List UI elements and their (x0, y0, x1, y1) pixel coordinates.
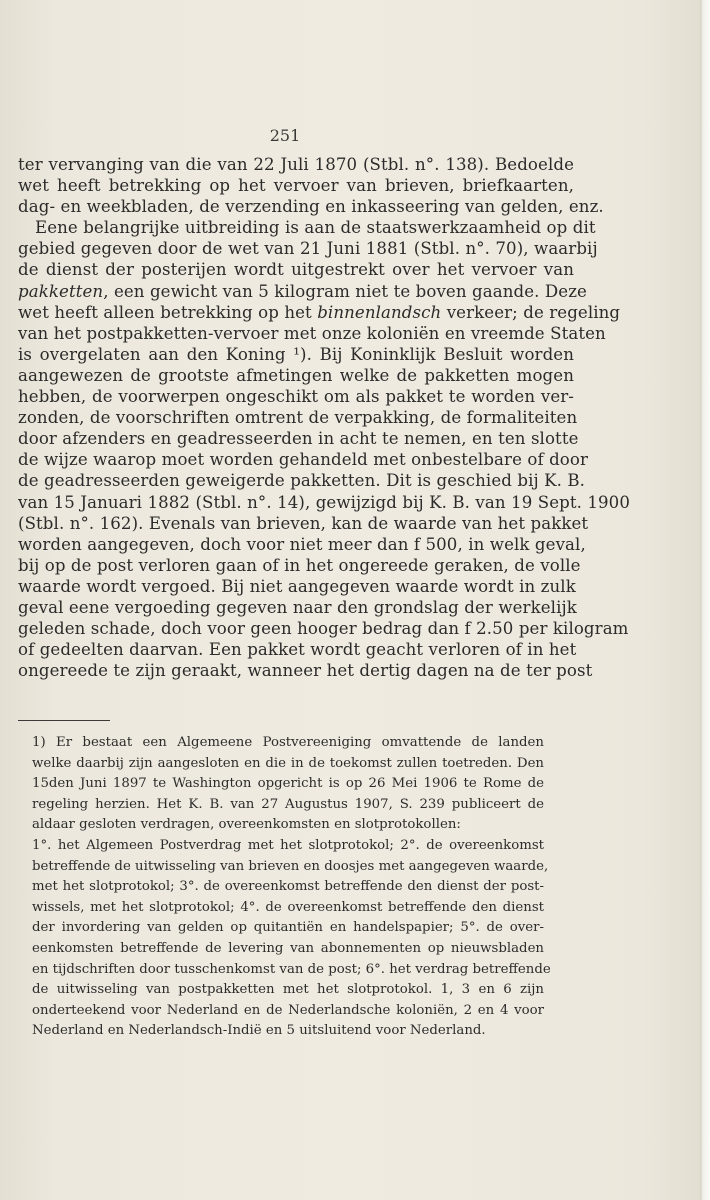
body-line (18, 281, 587, 302)
footnote-line: en tijdschriften door tusschenkomst van de post; 6°. het verdrag betreffende (32, 961, 551, 977)
body-line: zonden, de voorschriften omtrent de verpakking, de formaliteiten (18, 408, 578, 428)
footnote-separator (18, 720, 110, 721)
body-line: aangewezen de grootste afmetingen welke de pakketten mogen (18, 365, 574, 385)
footnote-line: betreffende de uitwisseling van brieven en doosjes met aangegeven waarde, (32, 858, 549, 874)
footnote-line: 1) Er bestaat een Algemeene Postvereeniging omvattende de landen (32, 735, 544, 750)
footnote-line: onderteekend voor Nederland en de Nederlandsche koloniën, 2 en 4 voor (32, 1002, 544, 1018)
footnote-line: welke daarbij zijn aangesloten en die in de toekomst zullen toetreden. Den (32, 755, 544, 771)
footnote-line: 15den Juni 1897 te Washington opgericht is op 26 Mei 1906 te Rome de (32, 776, 544, 792)
footnote-line: wissels, met het slotprotokol; 4°. de overeenkomst betreffende den dienst (32, 899, 544, 915)
footnote-line: aldaar gesloten verdragen, overeenkomsten en slotprotokollen: (32, 817, 461, 833)
body-line: is overgelaten aan den Koning ¹). Bij Koninklijk Besluit worden (18, 344, 574, 364)
body-line: van 15 Januari 1882 (Stbl. n°. 14), gewijzigd bij K. B. van 19 Sept. 1900 (18, 492, 630, 512)
footnote-line: met het slotprotokol; 3°. de overeenkomst betreffende den dienst der post- (32, 879, 544, 895)
body-line: gebied gegeven door de wet van 21 Juni 1881 (Stbl. n°. 70), waarbij (18, 239, 598, 259)
footnote-line: der invordering van gelden op quitantiën en handelspapier; 5°. de over- (32, 920, 544, 936)
body-line: bij op de post verloren gaan of in het ongereede geraken, de volle (18, 555, 581, 575)
body-line: door afzenders en geadresseerden in acht te nemen, en ten slotte (18, 429, 579, 449)
body-line-rest: , een gewicht van 5 kilogram niet te boven gaande. Deze (103, 281, 587, 301)
body-line: geleden schade, doch voor geen hooger bedrag dan f 2.50 per kilogram (18, 619, 629, 639)
footnote-line: 1°. het Algemeen Postverdrag met het slotprotokol; 2°. de overeenkomst (32, 837, 544, 853)
body-line-start: wet heeft alleen betrekking op het (18, 302, 318, 322)
body-line: ongereede te zijn geraakt, wanneer het dertig dagen na de ter post (18, 661, 593, 681)
footnote-line: Nederland en Nederlandsch-Indië en 5 uitsluitend voor Nederland. (32, 1023, 486, 1039)
body-line: de geadresseerden geweigerde pakketten. Dit is geschied bij K. B. (18, 471, 586, 491)
body-line: wet heeft betrekking op het vervoer van brieven, briefkaarten, (18, 176, 574, 196)
footnote-line: regeling herzien. Het K. B. van 27 Augustus 1907, S. 239 publiceert de (32, 796, 544, 812)
body-line: (Stbl. n°. 162). Evenals van brieven, kan de waarde van het pakket (18, 513, 589, 533)
body-line: waarde wordt vergoed. Bij niet aangegeven waarde wordt in zulk (18, 576, 576, 596)
body-line: dag- en weekbladen, de verzending en inkasseering van gelden, enz. (18, 197, 604, 217)
body-line: de dienst der posterijen wordt uitgestrekt over het vervoer van (18, 260, 574, 280)
body-line (18, 302, 621, 323)
body-line: worden aangegeven, doch voor niet meer dan f 500, in welk geval, (18, 534, 586, 554)
body-line: of gedeelten daarvan. Een pakket wordt geacht verloren of in het (18, 640, 577, 660)
body-line-rest: verkeer; de regeling (441, 302, 621, 322)
italic-term: pakketten (18, 281, 104, 301)
body-line: ter vervanging van die van 22 Juli 1870 (Stbl. n°. 138). Bedoelde (18, 155, 574, 174)
footnote-line: eenkomsten betreffende de levering van abonnementen op nieuwsbladen (32, 940, 544, 956)
footnote-line: de uitwisseling van postpakketten met het slotprotokol. 1, 3 en 6 zijn (32, 982, 544, 998)
body-line: Eene belangrijke uitbreiding is aan de staatswerkzaamheid op dit (35, 218, 596, 238)
body-line: de wijze waarop moet worden gehandeld met onbestelbare of door (18, 450, 589, 470)
footnote (32, 733, 551, 1042)
italic-term: binnenlandsch (317, 302, 442, 322)
body-line: geval eene vergoeding gegeven naar den grondslag der werkelijk (18, 597, 577, 617)
body-line: van het postpakketten-vervoer met onze koloniën en vreemde Staten (18, 323, 606, 343)
body-line: hebben, de voorwerpen ongeschikt om als pakket te worden ver- (18, 387, 574, 407)
page-edge (700, 0, 710, 1200)
body-text (18, 154, 630, 681)
page-number: 251 (269, 126, 301, 145)
